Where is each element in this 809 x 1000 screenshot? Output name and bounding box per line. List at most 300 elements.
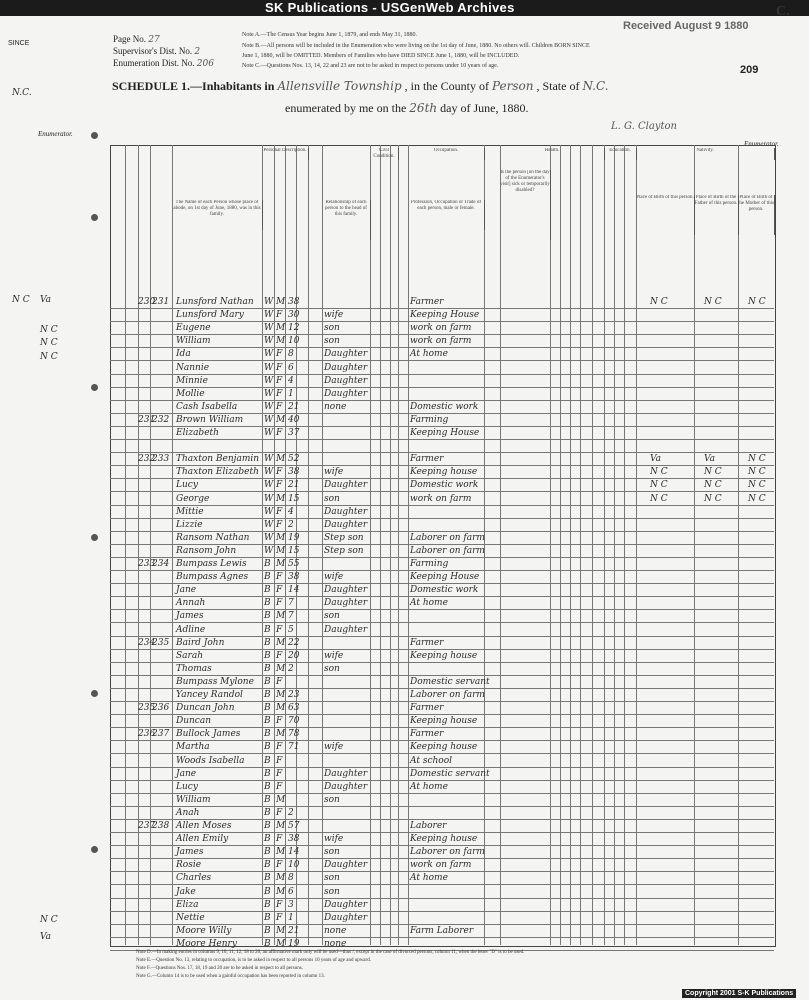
row-race: B xyxy=(264,821,271,831)
row-race: W xyxy=(264,532,274,543)
row-race: W xyxy=(264,414,274,425)
row-name: Minnie xyxy=(176,375,208,386)
schedule-line: SCHEDULE 1.—Inhabitants in Allensville Township , in the County of Person , State of N.C. xyxy=(112,79,609,93)
row-name: Annah xyxy=(176,598,206,609)
row-rel: Step son xyxy=(324,545,364,556)
row-separator xyxy=(110,413,774,414)
row-name: Elizabeth xyxy=(176,428,219,438)
row-sex: M xyxy=(276,938,286,949)
row-rel: Daughter xyxy=(324,362,368,373)
row-sex: M xyxy=(276,663,286,674)
row-sex: F xyxy=(276,650,283,661)
row-sex: M xyxy=(276,336,286,347)
row-separator xyxy=(110,780,774,781)
row-sex: F xyxy=(276,388,283,399)
row-separator xyxy=(110,452,774,453)
row-name: Ransom Nathan xyxy=(176,532,250,543)
row-separator xyxy=(110,688,774,689)
row-sex: M xyxy=(276,729,286,740)
note-b-cont: June 1, 1880, will be OMITTED. Members of Families who have DIED SINCE June 1, 1880, will be INCLUDED. xyxy=(242,53,520,59)
row-rel: none xyxy=(324,925,347,936)
page-no: Page No. 27 xyxy=(113,34,160,45)
row-fam: 237 xyxy=(152,729,170,740)
row-name: Ransom John xyxy=(176,545,237,556)
row-occ: Domestic servant xyxy=(410,768,490,779)
row-race: B xyxy=(264,676,271,687)
row-bp: N C xyxy=(650,467,668,478)
row-race: B xyxy=(264,925,271,936)
row-sex: M xyxy=(276,847,286,858)
row-name: Eliza xyxy=(176,899,199,910)
previous-page-strip: N C Va N C N C N C N C Va xyxy=(12,295,58,942)
row-age: 6 xyxy=(288,886,294,897)
row-name: James xyxy=(176,611,204,622)
row-separator xyxy=(110,898,774,899)
row-separator xyxy=(110,400,774,401)
row-occ: Keeping house xyxy=(410,834,478,845)
row-race: W xyxy=(264,362,274,373)
row-name: William xyxy=(176,794,211,805)
row-race: W xyxy=(264,454,274,465)
row-name: Sarah xyxy=(176,650,203,661)
row-name: Mollie xyxy=(176,388,205,399)
row-name: Bullock James xyxy=(176,729,241,740)
row-age: 14 xyxy=(288,847,300,858)
row-separator xyxy=(110,753,774,754)
row-name: Allen Emily xyxy=(176,834,229,845)
row-race: W xyxy=(264,375,274,386)
row-sex: F xyxy=(276,467,283,478)
row-separator xyxy=(110,924,774,925)
row-race: B xyxy=(264,572,271,583)
row-age: 63 xyxy=(288,703,300,714)
row-occ: Domestic servant xyxy=(410,676,490,687)
row-sex: F xyxy=(276,860,283,871)
enumerator-signature: L. G. Clayton xyxy=(611,121,677,132)
row-bp: N C xyxy=(650,297,668,307)
row-name: Yancey Randol xyxy=(176,690,243,700)
row-occ: At home xyxy=(410,781,448,792)
row-race: B xyxy=(264,637,271,648)
row-separator xyxy=(110,491,774,492)
row-occ: Keeping house xyxy=(410,650,478,661)
row-separator xyxy=(110,832,774,833)
row-occ: At home xyxy=(410,873,448,884)
row-sex: F xyxy=(276,716,283,727)
row-race: B xyxy=(264,598,271,609)
row-occ: At home xyxy=(410,349,448,360)
row-name: Nannie xyxy=(176,362,210,373)
row-age: 38 xyxy=(288,834,300,845)
row-rel: none xyxy=(324,401,347,412)
row-race: W xyxy=(264,480,274,491)
row-sex: F xyxy=(276,624,283,635)
row-age: 38 xyxy=(288,467,300,478)
row-name: Martha xyxy=(176,742,210,753)
row-separator xyxy=(110,937,774,938)
row-name: Moore Willy xyxy=(176,925,232,936)
row-name: Anah xyxy=(176,807,200,818)
row-sex: F xyxy=(276,807,283,818)
row-separator xyxy=(110,321,774,322)
footnote-4: Note G.—Column 14 is to be used when a gainful occupation has been reported in column 13. xyxy=(136,974,325,979)
row-dw: 231 xyxy=(138,414,156,425)
row-name: Woods Isabella xyxy=(176,755,245,766)
row-occ: Domestic work xyxy=(410,585,479,596)
row-sex: M xyxy=(276,323,286,334)
row-separator xyxy=(110,531,774,532)
row-age: 55 xyxy=(288,559,300,569)
row-race: B xyxy=(264,781,271,792)
row-rel: Daughter xyxy=(324,388,368,399)
row-name: Bumpass Lewis xyxy=(176,559,247,569)
row-race: B xyxy=(264,847,271,858)
row-rel: Step son xyxy=(324,532,364,543)
row-rel: son xyxy=(324,873,340,884)
row-separator xyxy=(110,583,774,584)
row-rel: Daughter xyxy=(324,899,368,910)
row-separator xyxy=(110,426,774,427)
row-age: 21 xyxy=(288,480,300,491)
row-age: 70 xyxy=(288,716,300,727)
row-sex: F xyxy=(276,585,283,596)
row-sex: F xyxy=(276,755,283,766)
row-age: 7 xyxy=(288,611,294,622)
row-name: Jake xyxy=(176,886,196,897)
row-mbp: N C xyxy=(748,467,766,478)
received-stamp: Received August 9 1880 xyxy=(623,20,749,32)
row-sex: F xyxy=(276,310,283,321)
row-age: 19 xyxy=(288,938,300,949)
col-header-mother-birthplace: Place of Birth of the Mother of this person. xyxy=(738,195,775,235)
row-age: 38 xyxy=(288,572,300,583)
row-occ: Farmer xyxy=(410,297,444,307)
row-fam: 235 xyxy=(152,637,170,648)
row-separator xyxy=(110,505,774,506)
row-separator xyxy=(110,622,774,623)
row-separator xyxy=(110,727,774,728)
row-separator xyxy=(110,609,774,610)
row-age: 30 xyxy=(288,310,300,321)
row-sex: F xyxy=(276,899,283,910)
row-bp: N C xyxy=(650,480,668,491)
row-mbp: N C xyxy=(748,480,766,491)
row-separator xyxy=(110,701,774,702)
row-rel: son xyxy=(324,663,340,674)
row-separator xyxy=(110,387,774,388)
row-age: 2 xyxy=(288,519,294,530)
row-name: Duncan xyxy=(176,716,212,727)
row-occ: Laborer xyxy=(410,821,447,831)
row-name: Eugene xyxy=(176,323,211,334)
row-race: B xyxy=(264,899,271,910)
footnote-3: Note F.—Questions Nos. 17, 18, 19 and 20 are to be asked in respect to all persons. xyxy=(136,966,303,971)
row-race: W xyxy=(264,493,274,504)
row-rel: Daughter xyxy=(324,860,368,871)
row-age: 12 xyxy=(288,323,300,334)
row-sex: M xyxy=(276,493,286,504)
row-race: B xyxy=(264,716,271,727)
row-dw: 236 xyxy=(138,729,156,740)
row-race: B xyxy=(264,703,271,714)
row-race: W xyxy=(264,297,274,307)
row-rel: son xyxy=(324,493,340,504)
row-race: B xyxy=(264,690,271,700)
row-dw: 234 xyxy=(138,637,156,648)
row-occ: Keeping house xyxy=(410,467,478,478)
row-race: B xyxy=(264,729,271,740)
col-header-health: Is the person [on the day of the Enumerator's visit] sick or temporarily disabled? xyxy=(500,170,551,240)
row-age: 2 xyxy=(288,807,294,818)
row-sex: F xyxy=(276,349,283,360)
row-rel: Daughter xyxy=(324,375,368,386)
row-separator xyxy=(110,347,774,348)
row-rel: wife xyxy=(324,742,344,753)
row-name: Lunsford Nathan xyxy=(176,297,254,307)
row-race: W xyxy=(264,323,274,334)
row-age: 2 xyxy=(288,663,294,674)
row-name: Allen Moses xyxy=(176,821,232,831)
row-rel: Daughter xyxy=(324,624,368,635)
row-sex: F xyxy=(276,834,283,845)
col-header-civil: Civil Condition. xyxy=(370,148,399,160)
row-name: Duncan John xyxy=(176,703,235,714)
row-occ: Domestic work xyxy=(410,480,479,491)
row-mbp: N C xyxy=(748,454,766,465)
row-age: 4 xyxy=(288,375,294,386)
row-separator xyxy=(110,819,774,820)
row-separator xyxy=(110,308,774,309)
row-name: Thomas xyxy=(176,663,212,674)
row-age: 21 xyxy=(288,401,300,412)
row-separator xyxy=(110,439,774,440)
row-fbp: N C xyxy=(704,493,722,504)
row-separator xyxy=(110,334,774,335)
row-occ: Farmer xyxy=(410,454,444,465)
row-bp: N C xyxy=(650,493,668,504)
row-name: Thaxton Benjamin xyxy=(176,454,260,465)
corner-letter: C. xyxy=(776,4,790,19)
row-race: W xyxy=(264,388,274,399)
row-race: B xyxy=(264,559,271,569)
row-separator xyxy=(110,465,774,466)
row-separator xyxy=(110,740,774,741)
row-rel: Daughter xyxy=(324,781,368,792)
row-sex: M xyxy=(276,873,286,884)
row-race: W xyxy=(264,467,274,478)
row-sex: F xyxy=(276,781,283,792)
row-occ: work on farm xyxy=(410,323,472,334)
archive-banner xyxy=(0,0,809,16)
col-header-father-birthplace: Place of Birth of the Father of this person. xyxy=(694,195,739,235)
row-separator xyxy=(110,596,774,597)
row-age: 3 xyxy=(288,899,294,910)
col-header-education: Education. xyxy=(604,148,637,160)
row-age: 57 xyxy=(288,821,300,831)
row-name: Moore Henry xyxy=(176,938,237,949)
row-age: 5 xyxy=(288,624,294,635)
row-occ: Laborer on farm xyxy=(410,532,485,543)
row-occ: At school xyxy=(410,755,452,766)
row-rel: Daughter xyxy=(324,768,368,779)
row-age: 38 xyxy=(288,297,300,307)
row-sex: F xyxy=(276,572,283,583)
row-bp: Va xyxy=(650,454,662,465)
row-separator xyxy=(110,636,774,637)
row-rel: Daughter xyxy=(324,480,368,491)
row-occ: Farmer xyxy=(410,637,444,648)
row-separator xyxy=(110,871,774,872)
row-race: B xyxy=(264,624,271,635)
row-race: B xyxy=(264,860,271,871)
row-occ: Keeping House xyxy=(410,428,480,438)
row-occ: At home xyxy=(410,598,448,609)
row-fbp: N C xyxy=(704,297,722,307)
row-name: Bumpass Mylone xyxy=(176,676,254,687)
row-race: W xyxy=(264,506,274,517)
row-separator xyxy=(110,884,774,885)
row-rel: wife xyxy=(324,310,344,321)
row-name: Ida xyxy=(176,349,191,360)
row-age: 8 xyxy=(288,873,294,884)
row-separator xyxy=(110,911,774,912)
archive-banner-text: SK Publications - USGenWeb Archives xyxy=(265,0,515,15)
row-sex: F xyxy=(276,401,283,412)
col-header-health-group: Health. xyxy=(500,148,605,160)
col-header-occupation: Profession, Occupation or Trade of each person, male or female. xyxy=(408,200,485,230)
row-fam: 236 xyxy=(152,703,170,714)
supervisor-dist: Supervisor's Dist. No. 2 xyxy=(113,46,201,57)
row-occ: Keeping House xyxy=(410,310,480,321)
row-sex: F xyxy=(276,428,283,438)
row-race: B xyxy=(264,742,271,753)
row-rel: Daughter xyxy=(324,912,368,923)
row-separator xyxy=(110,767,774,768)
row-race: W xyxy=(264,545,274,556)
row-name: George xyxy=(176,493,210,504)
row-separator xyxy=(110,360,774,361)
row-rel: son xyxy=(324,886,340,897)
copyright: Copyright 2001 S-K Publications xyxy=(682,989,796,998)
row-rel: Daughter xyxy=(324,506,368,517)
row-name: Jane xyxy=(176,768,197,779)
row-sex: F xyxy=(276,912,283,923)
row-sex: M xyxy=(276,886,286,897)
row-name: Charles xyxy=(176,873,212,884)
row-race: W xyxy=(264,401,274,412)
row-separator xyxy=(110,649,774,650)
row-sex: M xyxy=(276,794,286,805)
page-number: 209 xyxy=(740,64,759,76)
row-age: 8 xyxy=(288,349,294,360)
row-race: B xyxy=(264,585,271,596)
row-age: 10 xyxy=(288,860,300,871)
row-dw: 230 xyxy=(138,297,156,307)
row-race: B xyxy=(264,938,271,949)
row-rel: son xyxy=(324,336,340,347)
row-rel: son xyxy=(324,847,340,858)
row-race: B xyxy=(264,794,271,805)
enumerated-line: enumerated by me on the 26th day of June, 1880. xyxy=(285,101,529,115)
row-race: B xyxy=(264,873,271,884)
row-age: 37 xyxy=(288,428,300,438)
row-race: B xyxy=(264,886,271,897)
side-label: SINCE xyxy=(8,40,30,47)
row-sex: F xyxy=(276,676,283,687)
row-separator xyxy=(110,714,774,715)
row-sex: F xyxy=(276,598,283,609)
row-age: 15 xyxy=(288,545,300,556)
row-rel: Daughter xyxy=(324,349,368,360)
row-dw: 237 xyxy=(138,821,156,831)
row-separator xyxy=(110,374,774,375)
row-occ: work on farm xyxy=(410,493,472,504)
row-rel: Daughter xyxy=(324,585,368,596)
row-name: Cash Isabella xyxy=(176,401,238,412)
row-race: W xyxy=(264,336,274,347)
row-occ: Farmer xyxy=(410,703,444,714)
row-age: 14 xyxy=(288,585,300,596)
row-mbp: N C xyxy=(748,493,766,504)
row-name: Lunsford Mary xyxy=(176,310,244,321)
row-age: 1 xyxy=(288,912,294,923)
row-separator xyxy=(110,557,774,558)
row-occ: Farmer xyxy=(410,729,444,740)
row-race: B xyxy=(264,755,271,766)
row-name: Jane xyxy=(176,585,197,596)
col-header-occupation-group: Occupation. xyxy=(408,148,485,160)
row-age: 10 xyxy=(288,336,300,347)
row-age: 23 xyxy=(288,690,300,700)
row-occ: Farming xyxy=(410,414,449,425)
row-rel: wife xyxy=(324,650,344,661)
row-sex: M xyxy=(276,925,286,936)
row-occ: work on farm xyxy=(410,336,472,347)
row-mbp: N C xyxy=(748,297,766,307)
row-age: 15 xyxy=(288,493,300,504)
row-fbp: Va xyxy=(704,454,716,465)
row-separator xyxy=(110,518,774,519)
row-separator xyxy=(110,544,774,545)
row-race: W xyxy=(264,310,274,321)
row-separator xyxy=(110,570,774,571)
col-header-nativity: Nativity. xyxy=(636,148,775,160)
row-separator xyxy=(110,858,774,859)
left-enumerator-label: Enumerator. xyxy=(38,130,73,138)
enumeration-dist: Enumeration Dist. No. 206 xyxy=(113,58,214,69)
row-occ: Laborer on farm xyxy=(410,545,485,556)
row-sex: F xyxy=(276,506,283,517)
row-fam: 231 xyxy=(152,297,170,307)
row-occ: Domestic work xyxy=(410,401,479,412)
row-race: B xyxy=(264,650,271,661)
row-occ: Keeping house xyxy=(410,742,478,753)
row-name: Bumpass Agnes xyxy=(176,572,249,583)
row-race: B xyxy=(264,611,271,622)
row-occ: Farming xyxy=(410,559,449,569)
row-name: James xyxy=(176,847,204,858)
row-fam: 234 xyxy=(152,559,170,569)
row-age: 40 xyxy=(288,414,300,425)
row-fam: 233 xyxy=(152,454,170,465)
row-occ: Keeping House xyxy=(410,572,480,583)
row-separator xyxy=(110,806,774,807)
row-race: B xyxy=(264,912,271,923)
row-race: B xyxy=(264,663,271,674)
row-name: Lizzie xyxy=(176,519,203,530)
row-race: B xyxy=(264,807,271,818)
col-header-name: The Name of each Person whose place of abode, on 1st day of June, 1880, was in this family. xyxy=(172,200,263,230)
